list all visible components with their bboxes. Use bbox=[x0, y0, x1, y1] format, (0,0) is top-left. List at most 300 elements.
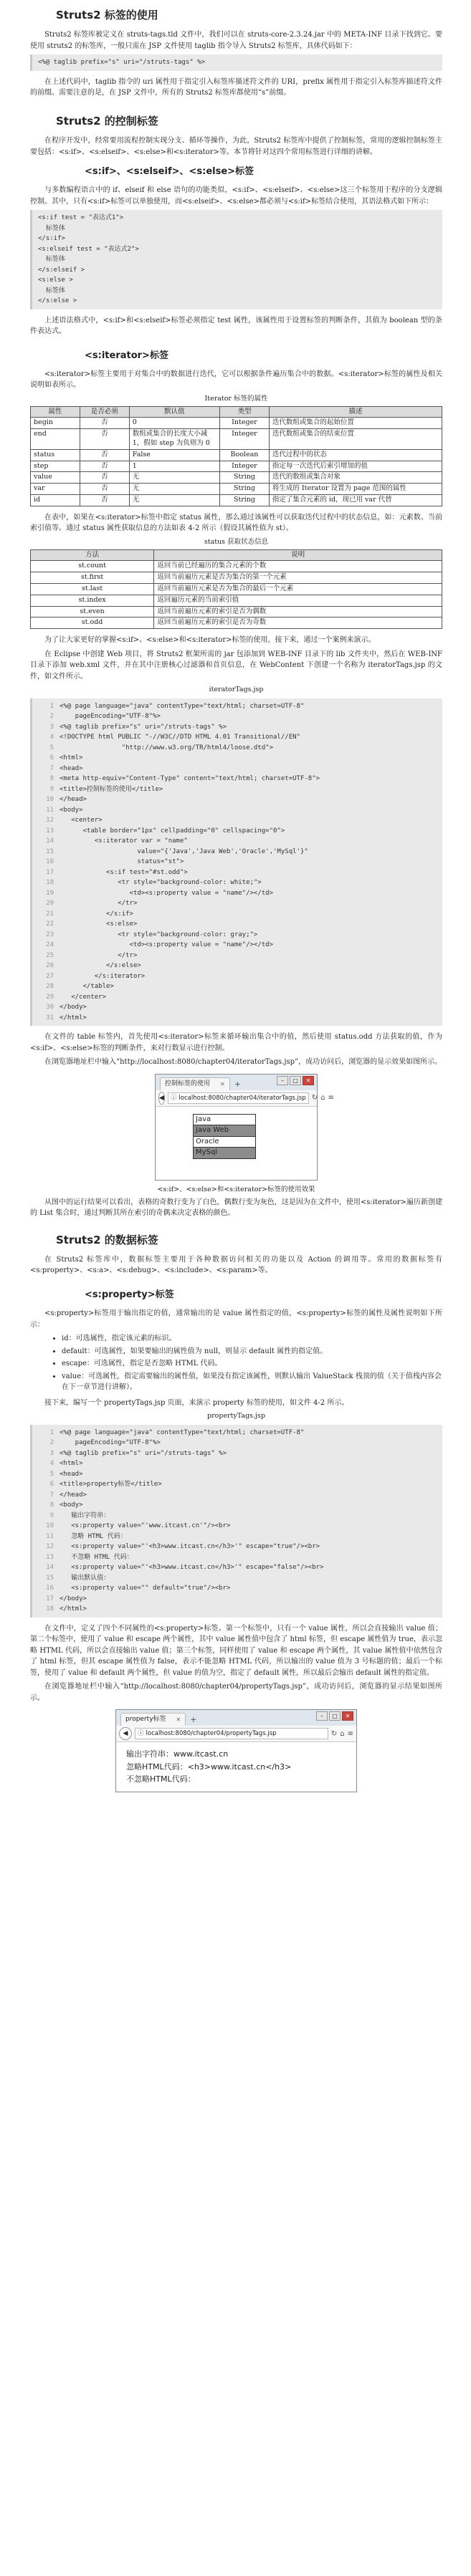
line-number: 2 bbox=[49, 713, 54, 721]
window-controls bbox=[277, 1076, 314, 1085]
table-cell: 返回遍历元素的当前索引值 bbox=[154, 595, 442, 606]
line-number: 9 bbox=[49, 785, 54, 793]
code-line bbox=[38, 971, 437, 982]
code-text: </s:else> bbox=[60, 962, 141, 970]
table-row bbox=[194, 1114, 256, 1125]
table-row bbox=[31, 461, 442, 472]
paragraph: 从图中的运行结果可以看出，表格的奇数行变为了白色，偶数行变为灰色，这是因为在文件中，使用<s:iterator>遍历新创建的 List 集合时，通过判断其所在索引的奇偶来决定表格的颜色。 bbox=[30, 1198, 442, 1218]
code-text: "http://www.w3.org/TR/html4/loose.dtd"> bbox=[60, 744, 274, 751]
code-line bbox=[38, 805, 437, 816]
code-text: </body> bbox=[60, 1595, 87, 1602]
code-line bbox=[38, 888, 437, 899]
code-line bbox=[38, 732, 437, 743]
browser-viewport bbox=[156, 1107, 317, 1180]
code-text: </head> bbox=[60, 796, 87, 804]
code-caption: iteratorTags.jsp bbox=[209, 686, 264, 694]
table-row bbox=[31, 583, 442, 595]
code-text: status="st"> bbox=[60, 858, 184, 866]
paragraph: 在浏览器地址栏中输入“http://localhost:8080/chapter04/iteratorTags.jsp”，成功访问后，浏览器的显示效果如图所示。 bbox=[44, 1058, 442, 1067]
line-number: 4 bbox=[49, 1460, 54, 1468]
table-cell: Integer bbox=[220, 461, 270, 472]
table-header-row bbox=[31, 406, 442, 418]
table-cell: 否 bbox=[80, 449, 129, 461]
code-line bbox=[38, 1438, 437, 1448]
line-number: 8 bbox=[49, 775, 54, 783]
code-line bbox=[38, 919, 437, 930]
code-line bbox=[38, 836, 437, 847]
line-number: 3 bbox=[49, 1449, 54, 1457]
table-row bbox=[31, 617, 442, 629]
line-number: 28 bbox=[46, 983, 54, 991]
tab-title: 控制标签的使用 bbox=[165, 1080, 211, 1087]
table-cell: MySql bbox=[194, 1148, 256, 1159]
code-text: </s:iterator> bbox=[60, 972, 146, 980]
table-cell: Integer bbox=[220, 429, 270, 450]
property-attribute-list bbox=[30, 1333, 442, 1393]
paragraph: 与多数编程语言中的 if、elseif 和 else 语句的功能类似，<s:if>、<s:elseif>、<s:else>这三个标签用于程序的分支逻辑控制。其中，只有<s:if>标签可以单独使用，而<s:elseif>、<s:else>都必须与<s:if>标签结合使用，其语法格式如下所示： bbox=[30, 186, 442, 206]
table-cell: 返回当前遍历元素的索引是否为奇数 bbox=[154, 617, 442, 629]
table-cell: st.odd bbox=[31, 617, 154, 629]
table-caption: status 获取状态信息 bbox=[204, 537, 269, 546]
paragraph: 在浏览器地址栏中输入“http://localhost:8080/chapter04/propertyTags.jsp”，成功访问后，浏览器的显示结果如图所示。 bbox=[30, 1683, 442, 1702]
code-text: </head> bbox=[60, 1491, 87, 1499]
code-line bbox=[38, 722, 437, 733]
line-number: 17 bbox=[46, 1595, 54, 1602]
output-line: 不忽略HTML代码： bbox=[126, 1774, 196, 1784]
paragraph: 在程序开发中，经常要用流程控制实现分支、循环等操作，为此，Struts2 标签库中提供了控制标签，常用的逻辑控制标签主要包括：<s:if>、<s:elseif>、<s:else>和<s:iterator>等。本节将针对这四个常用标签进行详细的讲解。 bbox=[30, 137, 442, 156]
code-text: </table> bbox=[60, 983, 114, 991]
table-cell: 指定每一次迭代后索引增加的值 bbox=[269, 461, 442, 472]
line-number: 12 bbox=[46, 1543, 54, 1551]
maximize-icon[interactable]: □ bbox=[290, 1076, 301, 1085]
line-number: 13 bbox=[46, 827, 54, 835]
browser-tab-bar bbox=[156, 1075, 317, 1090]
line-number: 3 bbox=[49, 723, 54, 731]
list-item: • default：可选属性，如果要输出的属性值为 null，则显示 default 属性的指定值。 bbox=[62, 1346, 442, 1357]
browser-tab-bar bbox=[116, 1710, 356, 1726]
table-cell: 迭代过程中的状态 bbox=[269, 449, 442, 461]
code-text: <head> bbox=[60, 764, 83, 772]
code-text: 不忽略 HTML 代码： bbox=[60, 1553, 133, 1561]
line-number: 18 bbox=[46, 879, 54, 887]
code-text: <s:if test="#st.odd"> bbox=[60, 868, 188, 876]
table-cell: 返回当前遍历元素是否为集合的第一个元素 bbox=[154, 572, 442, 584]
code-line bbox=[38, 753, 437, 764]
code-line: 标签体 bbox=[38, 224, 65, 232]
table-cell: 无 bbox=[129, 484, 219, 495]
code-line bbox=[38, 1583, 437, 1594]
code-text: <body> bbox=[60, 806, 83, 814]
section-heading-control-tags: Struts2 的控制标签 bbox=[56, 114, 158, 128]
back-icon[interactable]: ◀ bbox=[119, 1727, 132, 1740]
close-window-icon[interactable]: ✕ bbox=[342, 1711, 353, 1721]
code-line: <s:else > bbox=[38, 277, 73, 284]
code-line: </s:if> bbox=[38, 235, 65, 243]
table-cell: 迭代的数组或集合对象 bbox=[269, 472, 442, 484]
line-number: 21 bbox=[46, 910, 54, 918]
code-text: 输出字符串： bbox=[60, 1512, 110, 1519]
paragraph: 在表中，如果在<s:iterator>标签中指定 status 属性，那么通过该属性可以获取迭代过程中的状态信息，如：元素数、当前索引值等。通过 status 属性获取信息的方法如表 4-2 所示（假设其属性值为 st）。 bbox=[30, 513, 442, 533]
code-line bbox=[38, 711, 437, 722]
code-line bbox=[38, 961, 437, 971]
table-cell: Integer bbox=[220, 418, 270, 429]
code-text: <tr style="background-color: gray;"> bbox=[60, 931, 258, 938]
line-number: 22 bbox=[46, 921, 54, 928]
browser-viewport bbox=[116, 1742, 356, 1792]
code-line bbox=[38, 1594, 437, 1605]
tab-title: property标签 bbox=[125, 1716, 166, 1724]
line-number: 11 bbox=[46, 806, 54, 814]
code-line bbox=[38, 764, 437, 774]
table-cell: 否 bbox=[80, 495, 129, 506]
table-cell: 将生成的 Iterator 设置为 page 范围的属性 bbox=[269, 484, 442, 495]
line-number: 4 bbox=[49, 734, 54, 741]
line-number: 18 bbox=[46, 1605, 54, 1613]
code-text: </body> bbox=[60, 1004, 87, 1011]
code-line bbox=[38, 1604, 437, 1615]
code-text: </s:if> bbox=[60, 910, 133, 918]
figure-caption: <s:if>、<s:else>和<s:iterator>标签的使用效果 bbox=[157, 1185, 315, 1193]
code-line bbox=[38, 1458, 437, 1469]
code-line bbox=[38, 1562, 437, 1573]
list-item: • escape：可选属性，指定是否忽略 HTML 代码。 bbox=[62, 1358, 442, 1370]
line-number: 17 bbox=[46, 868, 54, 876]
table-row bbox=[194, 1136, 256, 1148]
close-window-icon[interactable]: ✕ bbox=[303, 1076, 314, 1085]
table-header-cell: 说明 bbox=[154, 549, 442, 561]
paragraph: 在 Eclipse 中创建 Web 项目，将 Struts2 框架所需的 jar 包添加到 WEB-INF 目录下的 lib 文件夹中，然后在 WEB-INF 目录下添加 web.xml 文件，并在其中注册核心过滤器和首页信息，在 WebContent 下创建一个名称为 iteratorTags.jsp 的文件，如文件所示。 bbox=[30, 650, 442, 681]
line-number: 26 bbox=[46, 962, 54, 970]
table-row bbox=[31, 418, 442, 429]
code-text: <td><s:property value = "name"/></td> bbox=[60, 889, 274, 897]
table-cell: 否 bbox=[80, 461, 129, 472]
code-block-if-syntax bbox=[30, 210, 442, 309]
code-text: <title>控制标签的使用</title> bbox=[60, 785, 163, 793]
table-cell: value bbox=[31, 472, 80, 484]
table-header-cell: 是否必须 bbox=[80, 406, 129, 418]
table-cell: st.first bbox=[31, 572, 154, 584]
code-line bbox=[38, 826, 437, 837]
table-cell: String bbox=[220, 484, 270, 495]
code-text: <center> bbox=[60, 817, 103, 825]
code-text: <table border="1px" cellpadding="0" cellspacing="0"> bbox=[60, 827, 285, 835]
line-number: 29 bbox=[46, 993, 54, 1001]
table-cell: st.last bbox=[31, 583, 154, 595]
table-cell: Java Web bbox=[194, 1125, 256, 1137]
code-line bbox=[38, 701, 437, 712]
table-caption: Iterator 标签的属性 bbox=[204, 394, 268, 403]
table-cell: 迭代数组或集合的起始位置 bbox=[269, 418, 442, 429]
table-row bbox=[31, 484, 442, 495]
line-number: 2 bbox=[49, 1439, 54, 1447]
browser-window-property bbox=[115, 1709, 357, 1792]
table-header-cell: 属性 bbox=[31, 406, 80, 418]
line-number: 31 bbox=[46, 1014, 54, 1022]
line-number: 30 bbox=[46, 1004, 54, 1011]
table-cell: Oracle bbox=[194, 1136, 256, 1148]
code-text: <!DOCTYPE html PUBLIC "-//W3C//DTD HTML 4.01 Transitional//EN" bbox=[60, 734, 300, 741]
code-text: </html> bbox=[60, 1605, 87, 1613]
code-text: <body> bbox=[60, 1501, 83, 1509]
document-page bbox=[0, 7, 471, 2576]
new-tab-icon[interactable]: + bbox=[190, 1715, 197, 1725]
code-line bbox=[38, 878, 437, 888]
reload-icon[interactable]: ↻ bbox=[330, 1729, 338, 1738]
code-text: <%@ page language="java" contentType="text/html; charset=UTF-8" bbox=[60, 702, 305, 710]
globe-icon: ⓘ bbox=[138, 1730, 144, 1738]
minimize-icon[interactable]: – bbox=[277, 1076, 288, 1085]
table-cell: Java bbox=[194, 1114, 256, 1125]
table-cell: 无 bbox=[129, 472, 219, 484]
table-cell: st.count bbox=[31, 561, 154, 572]
code-line bbox=[38, 909, 437, 920]
code-line: <%@ taglib prefix="s" uri="/struts-tags" %> bbox=[38, 59, 205, 67]
output-line: 忽略HTML代码：<h3>www.itcast.cn</h3> bbox=[126, 1762, 292, 1772]
line-number: 16 bbox=[46, 1585, 54, 1592]
line-number: 7 bbox=[49, 764, 54, 772]
table-cell: 迭代数组或集合的结束位置 bbox=[269, 429, 442, 450]
table-row bbox=[31, 595, 442, 606]
line-number: 12 bbox=[46, 817, 54, 825]
close-icon[interactable]: ✕ bbox=[220, 1080, 225, 1087]
code-text: 输出默认值： bbox=[60, 1574, 110, 1582]
paragraph: 为了让大家更好的掌握<s:if>、<s:else>和<s:iterator>标签的使用，接下来，通过一个案例来演示。 bbox=[44, 636, 376, 645]
table-cell: 返回当前遍历元素的索引是否为偶数 bbox=[154, 606, 442, 617]
table-header-cell: 默认值 bbox=[129, 406, 219, 418]
table-row bbox=[31, 429, 442, 450]
table-cell: 1 bbox=[129, 461, 219, 472]
new-tab-icon[interactable]: + bbox=[234, 1079, 241, 1089]
paragraph: Struts2 标签库被定义在 struts-tags.tld 文件中，我们可以在 struts-core-2.3.24.jar 中的 META-INF 目录下找到它。要使用 struts2 的标签库，一般只需在 JSP 文件使用 taglib 指令导入 Struts2 标签库，具体代码如下： bbox=[30, 31, 442, 50]
code-line bbox=[38, 857, 437, 868]
address-text: localhost:8080/chapter04/iteratorTags.jsp bbox=[179, 1094, 306, 1102]
paragraph: 在文件中，定义了四个不同属性的<s:property>标签。第一个标签中，只有一个 value 属性，所以会直接输出 value 值；第二个标签中，使用了 value 和 escape 两个属性，其中 value 属性值中包含了 html 标签，但 escape 属性值为 true，表示忽略 HTML 代码，所以会直接输出 value 值；第三个标签，同样使用了 value 和 escape 两个属性，其 value 属性值中依然包含了 html 标签，但其 escape 属性值为 false，表示不能忽略 HTML 代码，所以输出的 value 值为 3 号标题的值；最后一个标签，使用了 value 和 default 两个属性，但 value 的值为空，指定了 default 属性，所以最后会输出 default 属性的指定值。 bbox=[30, 1624, 442, 1677]
code-text: </center> bbox=[60, 993, 107, 1001]
line-number: 10 bbox=[46, 796, 54, 804]
line-number: 8 bbox=[49, 1501, 54, 1509]
maximize-icon[interactable]: □ bbox=[329, 1711, 341, 1721]
table-header-cell: 方法 bbox=[31, 549, 154, 561]
line-number: 15 bbox=[46, 1574, 54, 1582]
code-line bbox=[38, 1521, 437, 1532]
code-text: value="{'Java','Java Web','Oracle','MySql'}" bbox=[60, 847, 308, 855]
menu-icon[interactable]: ≡ bbox=[347, 1729, 353, 1738]
code-text: <s:property value="'www.itcast.cn'"/><br> bbox=[60, 1522, 231, 1530]
line-number: 14 bbox=[46, 1564, 54, 1572]
list-item: • id：可选属性，指定该元素的标识。 bbox=[62, 1333, 442, 1345]
line-number: 11 bbox=[46, 1532, 54, 1540]
window-controls bbox=[316, 1711, 353, 1721]
line-number: 5 bbox=[49, 744, 54, 751]
code-line: 标签体 bbox=[38, 287, 65, 294]
code-line bbox=[38, 1573, 437, 1584]
section-heading-property: <s:property>标签 bbox=[85, 1289, 174, 1300]
browser-tab[interactable] bbox=[160, 1077, 230, 1090]
table-cell: 无 bbox=[129, 495, 219, 506]
code-line bbox=[38, 1448, 437, 1459]
table-cell: 否 bbox=[80, 429, 129, 450]
code-text: <title>property标签</title> bbox=[60, 1481, 162, 1489]
code-line bbox=[38, 951, 437, 961]
code-line bbox=[38, 940, 437, 951]
line-number: 27 bbox=[46, 972, 54, 980]
code-line: <s:if test = "表达式1"> bbox=[38, 214, 124, 222]
line-number: 5 bbox=[49, 1470, 54, 1478]
code-text: <s:iterator var = "name" bbox=[60, 837, 188, 845]
code-text: <%@ page language="java" contentType="text/html; charset=UTF-8" bbox=[60, 1428, 305, 1436]
browser-window-iterator bbox=[155, 1074, 334, 1181]
globe-icon: ⓘ bbox=[170, 1094, 177, 1102]
line-number: 10 bbox=[46, 1522, 54, 1530]
code-line bbox=[38, 1469, 437, 1480]
home-icon[interactable]: ⌂ bbox=[340, 1729, 345, 1738]
code-line bbox=[38, 847, 437, 857]
code-line bbox=[38, 774, 437, 784]
iterator-result-table bbox=[193, 1114, 256, 1159]
line-number: 13 bbox=[46, 1553, 54, 1561]
home-icon[interactable]: ⌂ bbox=[320, 1094, 325, 1102]
line-number: 20 bbox=[46, 900, 54, 908]
menu-icon[interactable]: ≡ bbox=[328, 1094, 334, 1102]
line-number: 9 bbox=[49, 1512, 54, 1519]
code-block-property-tags bbox=[30, 1425, 442, 1618]
table-header-row bbox=[31, 549, 442, 561]
browser-toolbar bbox=[116, 1726, 356, 1742]
section-heading-iterator: <s:iterator>标签 bbox=[85, 350, 168, 361]
code-line: <s:elseif test = "表达式2"> bbox=[38, 245, 139, 253]
table-cell: step bbox=[31, 461, 80, 472]
table-cell: id bbox=[31, 495, 80, 506]
table-cell: 返回当前遍历元素是否为集合的最后一个元素 bbox=[154, 583, 442, 595]
code-text: pageEncoding="UTF-8"%> bbox=[60, 1439, 161, 1447]
paragraph: <s:iterator>标签主要用于对集合中的数据进行迭代，它可以根据条件遍历集合中的数据。<s:iterator>标签的属性及相关说明如表所示。 bbox=[30, 370, 442, 390]
table-cell: begin bbox=[31, 418, 80, 429]
paragraph: 在 Struts2 标签库中，数据标签主要用于各种数据访问相关的功能以及 Action 的调用等。常用的数据标签有<s:property>、<s:a>、<s:debug>、<s:include>、<s:param>等。 bbox=[30, 1255, 442, 1275]
line-number: 16 bbox=[46, 858, 54, 866]
browser-toolbar bbox=[156, 1090, 334, 1107]
code-line bbox=[38, 743, 437, 754]
paragraph: 上述语法格式中，<s:if>和<s:elseif>标签必须指定 test 属性，该属性用于设置标签的判断条件，其值为 boolean 型的条件表达式。 bbox=[30, 316, 442, 336]
table-row bbox=[31, 606, 442, 617]
reload-icon[interactable]: ↻ bbox=[311, 1094, 318, 1102]
line-number: 6 bbox=[49, 754, 54, 762]
code-line bbox=[38, 1428, 437, 1438]
code-line bbox=[38, 930, 437, 941]
code-line bbox=[38, 1542, 437, 1552]
line-number: 24 bbox=[46, 941, 54, 949]
code-text: <html> bbox=[60, 1460, 83, 1468]
table-header-cell: 类型 bbox=[220, 406, 270, 418]
table-row bbox=[31, 561, 442, 572]
code-text: <s:property value="" default="true"/><br> bbox=[60, 1585, 231, 1592]
code-line: 标签体 bbox=[38, 256, 65, 264]
line-number: 1 bbox=[49, 702, 54, 710]
table-cell: end bbox=[31, 429, 80, 450]
code-text: <html> bbox=[60, 754, 83, 762]
code-text: <s:property value="'<h3>www.itcast.cn</h3>'" escape="false"/><br> bbox=[60, 1564, 324, 1572]
code-text: <head> bbox=[60, 1470, 83, 1478]
code-line bbox=[38, 1002, 437, 1013]
iterator-attributes-table bbox=[30, 406, 442, 506]
code-line bbox=[38, 1490, 437, 1501]
table-cell: False bbox=[129, 449, 219, 461]
paragraph: 接下来，编写一个 propertyTags.jsp 页面，来演示 property 标签的使用，如文件 4-2 所示。 bbox=[44, 1398, 349, 1407]
section-heading-data-tags: Struts2 的数据标签 bbox=[56, 1233, 158, 1246]
line-number: 1 bbox=[49, 1428, 54, 1436]
status-info-table bbox=[30, 549, 442, 630]
line-number: 25 bbox=[46, 951, 54, 959]
code-text: <%@ taglib prefix="s" uri="/struts-tags" %> bbox=[60, 723, 227, 731]
code-text: </html> bbox=[60, 1014, 87, 1022]
table-cell: Boolean bbox=[220, 449, 270, 461]
table-cell: 指定了集合元素的 id，现已用 var 代替 bbox=[269, 495, 442, 506]
close-icon[interactable]: ✕ bbox=[176, 1716, 181, 1724]
line-number: 23 bbox=[46, 931, 54, 938]
table-row bbox=[31, 572, 442, 584]
code-block-taglib bbox=[30, 54, 442, 71]
table-cell: 返回当前已经遍历的集合元素的个数 bbox=[154, 561, 442, 572]
browser-tab[interactable] bbox=[120, 1713, 186, 1726]
line-number: 7 bbox=[49, 1491, 54, 1499]
code-line: </s:elseif > bbox=[38, 266, 85, 274]
code-caption: propertyTags.jsp bbox=[207, 1412, 265, 1421]
table-cell: st.index bbox=[31, 595, 154, 606]
code-text: </tr> bbox=[60, 951, 138, 959]
table-row bbox=[31, 449, 442, 461]
table-cell: 否 bbox=[80, 418, 129, 429]
minimize-icon[interactable]: – bbox=[316, 1711, 328, 1721]
code-line bbox=[38, 815, 437, 826]
code-text: <%@ taglib prefix="s" uri="/struts-tags" %> bbox=[60, 1449, 227, 1457]
address-bar[interactable] bbox=[168, 1092, 309, 1104]
code-text: <meta http-equiv="Content-Type" content="text/html; charset=UTF-8"> bbox=[60, 775, 320, 783]
section-heading-struts2-tags: Struts2 标签的使用 bbox=[56, 9, 158, 21]
table-cell: String bbox=[220, 495, 270, 506]
code-line: </s:else > bbox=[38, 297, 77, 305]
code-line bbox=[38, 1013, 437, 1024]
line-number: 6 bbox=[49, 1481, 54, 1489]
paragraph: 在上述代码中，taglib 指令的 uri 属性用于指定引入标签库描述符文件的 URI，prefix 属性用于指定引入标签库描述符文件的前缀。需要注意的是，在 JSP 文件中，所有的 Struts2 标签库都使用“s”前缀。 bbox=[30, 77, 442, 97]
table-cell: 数组或集合的长度大小减 1，假如 step 为负则为 0 bbox=[129, 429, 219, 450]
table-cell: 否 bbox=[80, 484, 129, 495]
address-bar[interactable] bbox=[135, 1728, 328, 1739]
table-cell: st.even bbox=[31, 606, 154, 617]
code-text: <tr style="background-color: white;"> bbox=[60, 879, 262, 887]
output-line: 输出字符串：www.itcast.cn bbox=[126, 1749, 229, 1759]
code-line bbox=[38, 868, 437, 878]
section-heading-if-elseif-else: <s:if>、<s:elseif>、<s:else>标签 bbox=[85, 166, 254, 177]
paragraph: 在文件的 table 标签内，首先使用<s:iterator>标签来循环输出集合中的值，然后使用 status.odd 方法获取的值，作为<s:if>、<s:else>标签的判断条件，来对行数显示进行控制。 bbox=[30, 1033, 442, 1052]
back-icon[interactable]: ◀ bbox=[158, 1092, 165, 1105]
code-text: <s:else> bbox=[60, 921, 138, 928]
code-block-iterator-tags bbox=[30, 698, 442, 1027]
code-line bbox=[38, 1552, 437, 1563]
code-text: <td><s:property value = "name"/></td> bbox=[60, 941, 274, 949]
table-row bbox=[194, 1148, 256, 1159]
table-row bbox=[31, 472, 442, 484]
table-header-cell: 描述 bbox=[269, 406, 442, 418]
code-text: 忽略 HTML 代码： bbox=[60, 1532, 127, 1540]
code-line bbox=[38, 1511, 437, 1522]
code-line bbox=[38, 794, 437, 805]
table-cell: status bbox=[31, 449, 80, 461]
code-text: <s:property value="'<h3>www.itcast.cn</h3>'" escape="true"/><br> bbox=[60, 1543, 320, 1551]
address-text: localhost:8080/chapter04/propertyTags.jsp bbox=[146, 1730, 277, 1738]
line-number: 15 bbox=[46, 847, 54, 855]
code-line bbox=[38, 1479, 437, 1490]
code-line bbox=[38, 784, 437, 795]
code-line bbox=[38, 1532, 437, 1542]
